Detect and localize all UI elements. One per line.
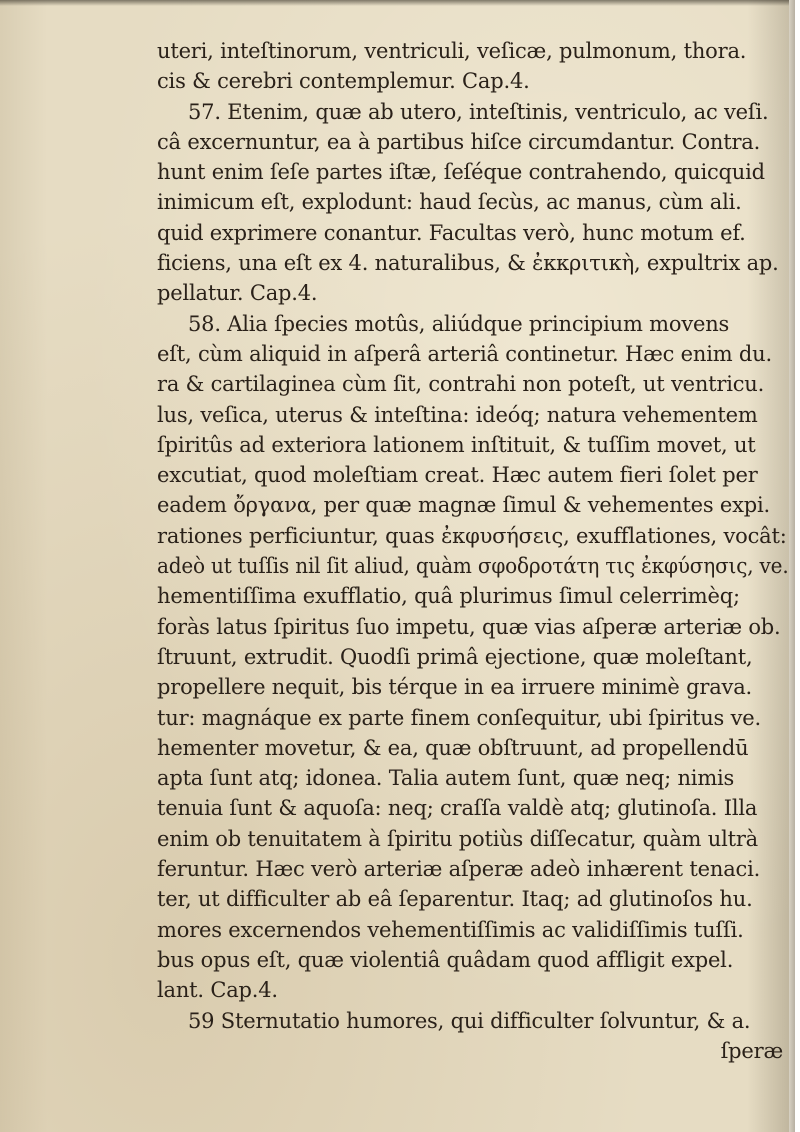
text-line: ſpiritûs ad exteriora lationem inſtituit, & tuſſim movet, ut: [157, 432, 756, 457]
text-line: lant. Cap.4.: [157, 978, 278, 1003]
text-line: rationes perficiuntur, quas ἐκφυσήσεις, exufflationes, vocât:: [157, 523, 787, 548]
text-line: câ excernuntur, ea à partibus hiſce circumdantur. Contra.: [157, 129, 761, 154]
text-line: adeò ut tuſſis nil ſit aliud, quàm σφοδροτάτη τις ἐκφύσησις, ve.: [157, 554, 789, 579]
paragraph-58-start: 58. Alia ſpecies motûs, aliúdque principium movens: [188, 311, 730, 336]
text-line: ter, ut difficulter ab eâ ſeparentur. Itaq; ad glutinoſos hu.: [157, 887, 753, 912]
text-line: foràs latus ſpiritus ſuo impetu, quæ vias aſperæ arteriæ ob.: [157, 614, 781, 639]
text-line: hunt enim ſeſe partes iſtæ, ſeſéque contrahendo, quicquid: [157, 160, 765, 185]
text-line: ficiens, una eſt ex 4. naturalibus, & ἐκκριτικὴ, expultrix ap.: [157, 251, 779, 276]
latin-text-block: [153, 36, 789, 1066]
text-line: eadem ὄργανα, per quæ magnæ ſimul & vehementes expi.: [157, 493, 771, 518]
text-line: hementiſſima exufflatio, quâ plurimus ſimul celerrimèq;: [157, 584, 740, 609]
page-top-shadow: [0, 0, 795, 6]
text-line: lus, veſica, uterus & inteſtina: ideóq; natura vehementem: [157, 402, 758, 427]
text-line: bus opus eſt, quæ violentiâ quâdam quod affligit expel.: [157, 947, 734, 972]
text-line: cis & cerebri contemplemur. Cap.4.: [157, 69, 530, 94]
text-line: ſtruunt, extrudit. Quodſi primâ ejectione, quæ moleſtant,: [157, 644, 753, 669]
text-line: tur: magnáque ex parte finem conſequitur, ubi ſpiritus ve.: [157, 705, 761, 730]
text-line: hementer movetur, & ea, quæ obſtruunt, ad propellendū: [157, 735, 749, 760]
text-line: ra & cartilaginea cùm ſit, contrahi non poteſt, ut ventricu.: [157, 372, 765, 397]
text-line: uteri, inteſtinorum, ventriculi, veſicæ, pulmonum, thora.: [157, 39, 747, 63]
text-line: eſt, cùm aliquid in aſperâ arteriâ continetur. Hæc enim du.: [157, 341, 772, 366]
text-line: excutiat, quod moleſtiam creat. Hæc autem fieri ſolet per: [157, 463, 758, 488]
text-line: mores excernendos vehementiſſimis ac validiſſimis tuſſi.: [157, 917, 744, 942]
text-line: pellatur. Cap.4.: [157, 281, 318, 306]
text-line: apta ſunt atq; idonea. Talia autem ſunt, quæ neq; nimis: [157, 766, 735, 791]
text-line: feruntur. Hæc verò arteriæ aſperæ adeò inhærent tenaci.: [157, 857, 761, 882]
paragraph-59-start: 59 Sternutatio humores, qui difficulter ſolvuntur, & a.: [188, 1008, 751, 1033]
text-line: quid exprimere conantur. Facultas verò, hunc motum ef.: [157, 220, 746, 245]
text-line: propellere nequit, bis térque in ea irruere minimè grava.: [157, 675, 752, 700]
paragraph-57-start: 57. Etenim, quæ ab utero, inteſtinis, ventriculo, ac veſi.: [188, 99, 769, 124]
text-line: enim ob tenuitatem à ſpiritu potiùs diſſecatur, quàm ultrà: [157, 826, 758, 851]
text-line: tenuia ſunt & aquoſa: neq; craſſa valdè atq; glutinoſa. Illa: [157, 796, 758, 821]
text-line: inimicum eſt, explodunt: haud ſecùs, ac manus, cùm ali.: [157, 190, 742, 215]
catchword: ſperæ: [720, 1038, 783, 1063]
